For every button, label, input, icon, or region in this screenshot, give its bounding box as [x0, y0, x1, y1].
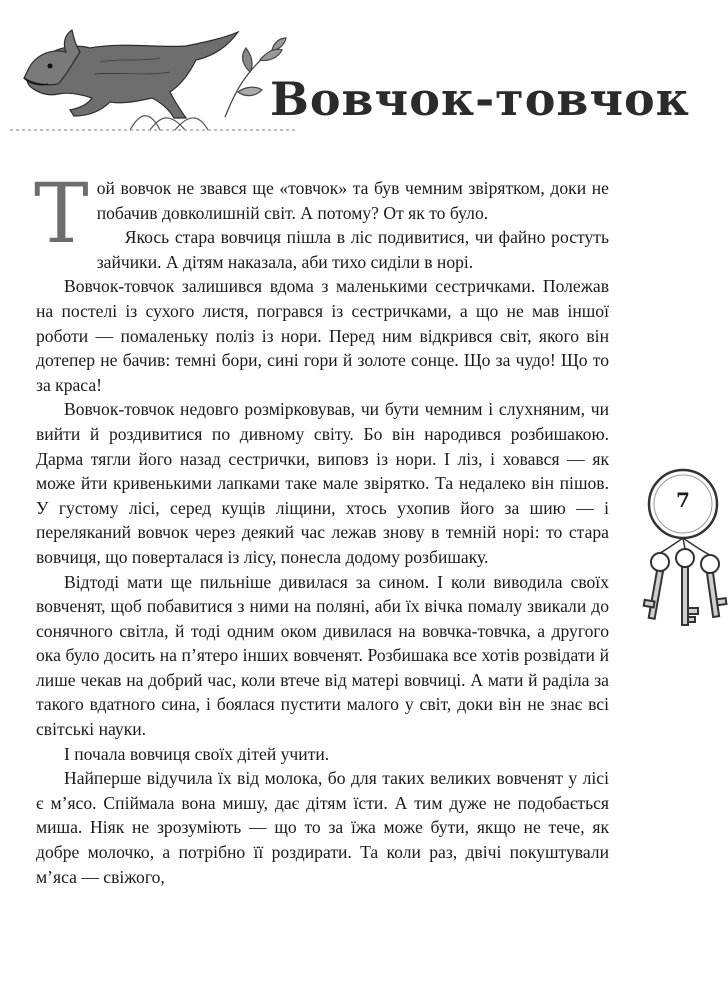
- drop-cap: Т: [34, 167, 89, 262]
- paragraph: Найперше відучила їх від молока, бо для таких великих вовченят у лісі є м’ясо. Спіймала вона мишу, дає дітям їсти. А тим дуже не подобається миша. Ніяк не зрозуміють — що то за їжа може бути, якщо не тече, як добре молочко, а потрібно її роздирати. Та коли раз, двічі покуштували м’яса — свіжого,: [36, 768, 609, 887]
- chapter-title: Вовчок-товчок: [270, 72, 690, 126]
- paragraph: Вовчок-товчок недовго розмірковував, чи бути чемним і слухняним, чи вийти й роздивитися по дивному світу. Бо він народився розбишакою. Дарма тягли його назад сестрички, виповз із нори. І ліз, і ховався — як може йти кривенькими лапками таке мале звірятко. Та недалеко він пішов. У густому лісі, серед кущів ліщини, хтось ухопив його за шию — і переляканий вовчок через деякий час лежав знову в темній норі: то стара вовчиця, що поверталася із лісу, понесла додому розбишаку.: [36, 399, 609, 567]
- paragraph: Той вовчок не звався ще «товчок» та був чемним звірятком, доки не побачив довколишній світ. А потому? От як то було.: [34, 167, 609, 262]
- paragraph: Відтоді мати ще пильніше дивилася за сином. І коли виводила своїх вовченят, щоб побавитися з ними на поляні, аби їх вічка помалу звикали до сонячного світла, й тоді одним оком дивилася на вовчка-товчка, а другого ока було досить на п’ятеро інших вовченят. Розбишака все хотів розвідати й лише чекав на добрий час, коли втече від матері вовчиці. А мати й раділа за такого вдатного сина, і боялася пустити малого у світ, доки він не знає всі світські науки.: [36, 571, 609, 740]
- paragraph: І почала вовчиця своїх дітей учити.: [64, 743, 330, 764]
- key-ring-icon: [630, 452, 728, 672]
- wolf-cub-running-icon: [10, 12, 295, 132]
- body-text: [34, 167, 609, 889]
- paragraph: Якось стара вовчиця пішла в ліс подивитися, чи файно ростуть зайчики. А дітям наказала, аби тихо сиділи в норі.: [96, 227, 609, 272]
- page-number: 7: [676, 488, 690, 512]
- paragraph: Вовчок-товчок залишився вдома з маленькими сестричками. Полежав на постелі із сухого листя, погрався із сестричками, а що не мав іншої роботи — помаленьку поліз із нори. Перед ним відкрився світ, якого він дотепер не бачив: темні бори, сині гори й золоте сонце. Що за чудо! Що то за краса!: [36, 276, 609, 395]
